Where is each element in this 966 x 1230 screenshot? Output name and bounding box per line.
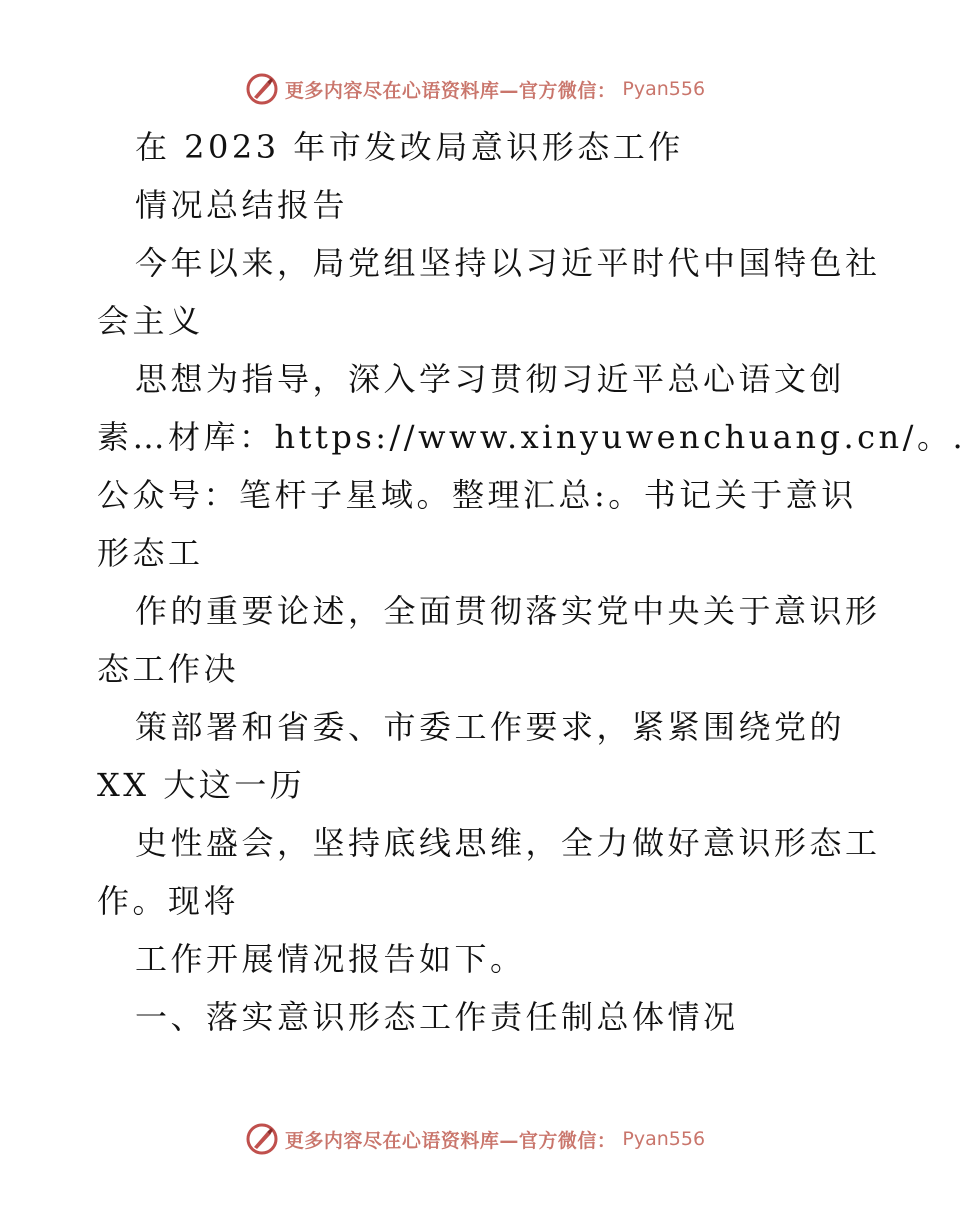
pen-logo-icon (245, 1122, 279, 1156)
footer-watermark (0, 1122, 950, 1156)
doc-line: XX 大这一历 (97, 766, 306, 804)
pen-logo-icon (245, 72, 279, 106)
doc-line: 思想为指导，深入学习贯彻习近平总心语文创 (135, 360, 846, 398)
watermark-wechat-id: Pyan556 (622, 1128, 706, 1150)
watermark-text: 更多内容尽在心语资料库—官方微信： (284, 79, 617, 102)
doc-line: 会主义 (97, 302, 204, 340)
doc-line: 素…材库：https://www.xinyuwenchuang.cn/。. (97, 418, 966, 456)
doc-line: 策部署和省委、市委工作要求，紧紧围绕党的 (135, 708, 846, 746)
doc-line: 今年以来，局党组坚持以习近平时代中国特色社 (135, 244, 881, 282)
doc-line: 史性盛会，坚持底线思维，全力做好意识形态工 (135, 824, 881, 862)
doc-line: 情况总结报告 (135, 186, 349, 224)
header-watermark (0, 72, 950, 106)
document-body (97, 118, 966, 1046)
doc-line: 在 2023 年市发改局意识形态工作 (135, 128, 684, 166)
doc-line: 形态工 (97, 534, 204, 572)
watermark-text: 更多内容尽在心语资料库—官方微信： (284, 1129, 617, 1152)
doc-line: 一、落实意识形态工作责任制总体情况 (135, 998, 739, 1036)
doc-line: 态工作决 (97, 650, 240, 688)
doc-line: 公众号：笔杆子星域。整理汇总:。书记关于意识 (97, 476, 857, 514)
watermark-wechat-id: Pyan556 (622, 78, 706, 100)
doc-line: 作。现将 (97, 882, 240, 920)
doc-line: 工作开展情况报告如下。 (135, 940, 526, 978)
doc-line: 作的重要论述，全面贯彻落实党中央关于意识形 (135, 592, 881, 630)
